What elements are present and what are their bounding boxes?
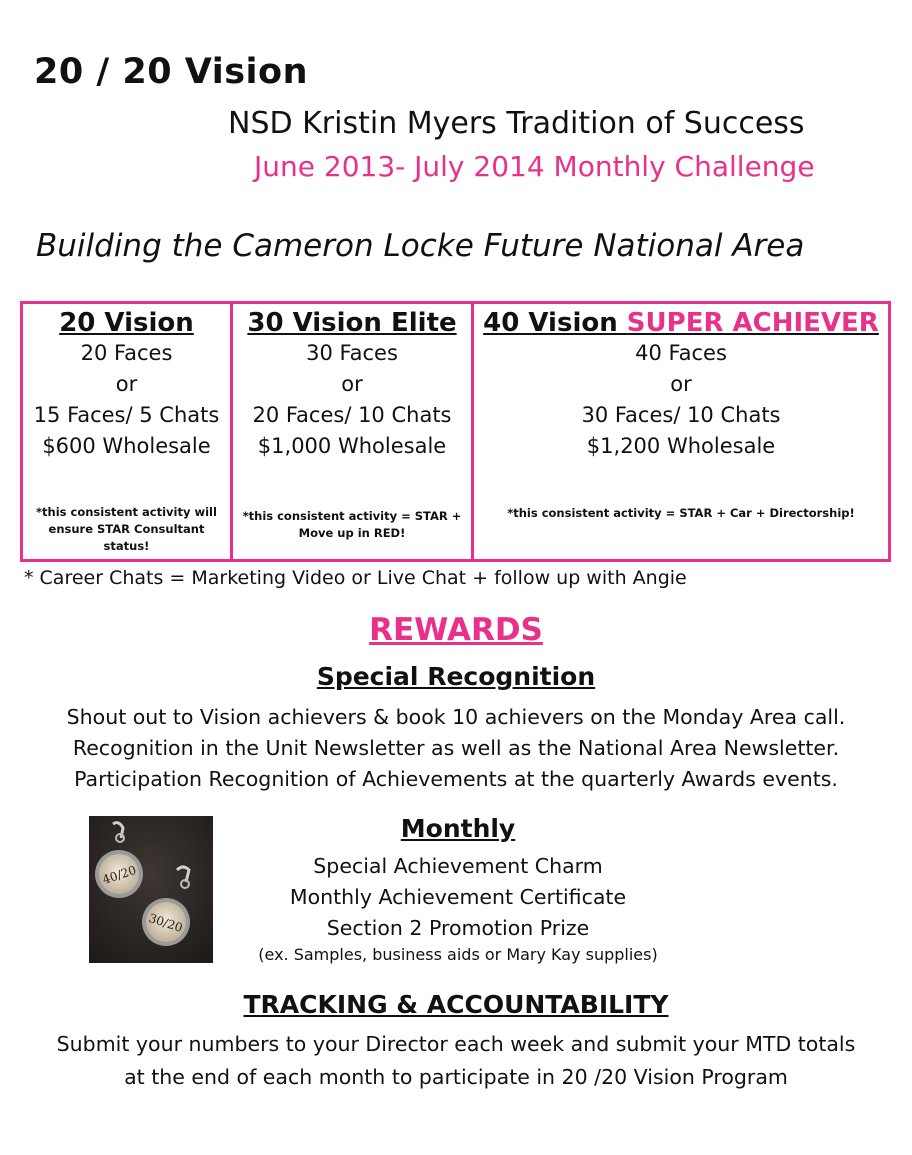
tier-requirement: or bbox=[115, 372, 138, 396]
tier-requirement: 15 Faces/ 5 Chats bbox=[33, 403, 220, 427]
tier-wholesale: $1,200 Wholesale bbox=[586, 434, 776, 458]
tier-title: 20 Vision bbox=[59, 308, 194, 338]
tier-requirement: 40 Faces bbox=[635, 341, 727, 365]
recognition-line: Shout out to Vision achievers & book 10 achievers on the Monday Area call. bbox=[66, 705, 846, 729]
charm-label: 30/20 bbox=[147, 910, 185, 935]
monthly-reward: Monthly Achievement Certificate bbox=[289, 885, 627, 909]
special-recognition-list bbox=[0, 702, 912, 795]
rewards-heading: REWARDS bbox=[369, 612, 543, 648]
tier-note: *this consistent activity = STAR + Car + Directorship! bbox=[507, 506, 855, 520]
page-subtitle: NSD Kristin Myers Tradition of Success bbox=[228, 106, 805, 141]
tagline: Building the Cameron Locke Future National Area bbox=[36, 228, 805, 264]
tier-requirement: or bbox=[341, 372, 363, 396]
recognition-line: Recognition in the Unit Newsletter as well as the National Area Newsletter. bbox=[72, 736, 840, 760]
tier-title: 30 Vision Elite bbox=[247, 308, 457, 338]
tier-title-accent: SUPER ACHIEVER bbox=[626, 308, 879, 338]
tracking-line: at the end of each month to participate in 20 /20 Vision Program bbox=[124, 1065, 788, 1089]
tier-table bbox=[20, 301, 891, 562]
challenge-dates: June 2013- July 2014 Monthly Challenge bbox=[254, 150, 815, 183]
monthly-reward: Section 2 Promotion Prize bbox=[326, 916, 590, 940]
monthly-rewards-list bbox=[240, 851, 676, 944]
tracking-line: Submit your numbers to your Director each week and submit your MTD totals bbox=[56, 1032, 856, 1056]
tier-wholesale: $1,000 Wholesale bbox=[257, 434, 447, 458]
page-title: 20 / 20 Vision bbox=[34, 52, 309, 92]
charm-label: 40/20 bbox=[100, 862, 138, 887]
recognition-line: Participation Recognition of Achievements at the quarterly Awards events. bbox=[74, 767, 838, 791]
tier-title-main: 40 Vision bbox=[483, 308, 618, 338]
career-chats-footnote: * Career Chats = Marketing Video or Live Chat + follow up with Angie bbox=[24, 567, 687, 589]
tier-note: *this consistent activity = STAR + Move up in RED! bbox=[242, 509, 462, 540]
tier-requirement: 20 Faces bbox=[80, 341, 173, 365]
monthly-note: (ex. Samples, business aids or Mary Kay supplies) bbox=[258, 945, 658, 964]
tier-requirement: or bbox=[670, 372, 692, 396]
tier-title bbox=[474, 308, 888, 338]
tier-30-vision-elite bbox=[233, 304, 474, 559]
tier-20-vision bbox=[23, 304, 233, 559]
monthly-heading: Monthly bbox=[400, 814, 516, 843]
tier-requirement: 30 Faces bbox=[306, 341, 398, 365]
tier-note: *this consistent activity will ensure STAR Consultant status! bbox=[36, 505, 217, 553]
tier-wholesale: $600 Wholesale bbox=[42, 434, 211, 458]
monthly-reward: Special Achievement Charm bbox=[313, 854, 603, 878]
tier-requirement: 30 Faces/ 10 Chats bbox=[581, 403, 781, 427]
tracking-heading: TRACKING & ACCOUNTABILITY bbox=[243, 990, 669, 1019]
charm-photo bbox=[89, 816, 213, 963]
special-recognition-heading: Special Recognition bbox=[316, 662, 596, 691]
tracking-text bbox=[0, 1028, 912, 1094]
tier-40-vision-super-achiever bbox=[474, 304, 888, 559]
tier-requirement: 20 Faces/ 10 Chats bbox=[252, 403, 452, 427]
